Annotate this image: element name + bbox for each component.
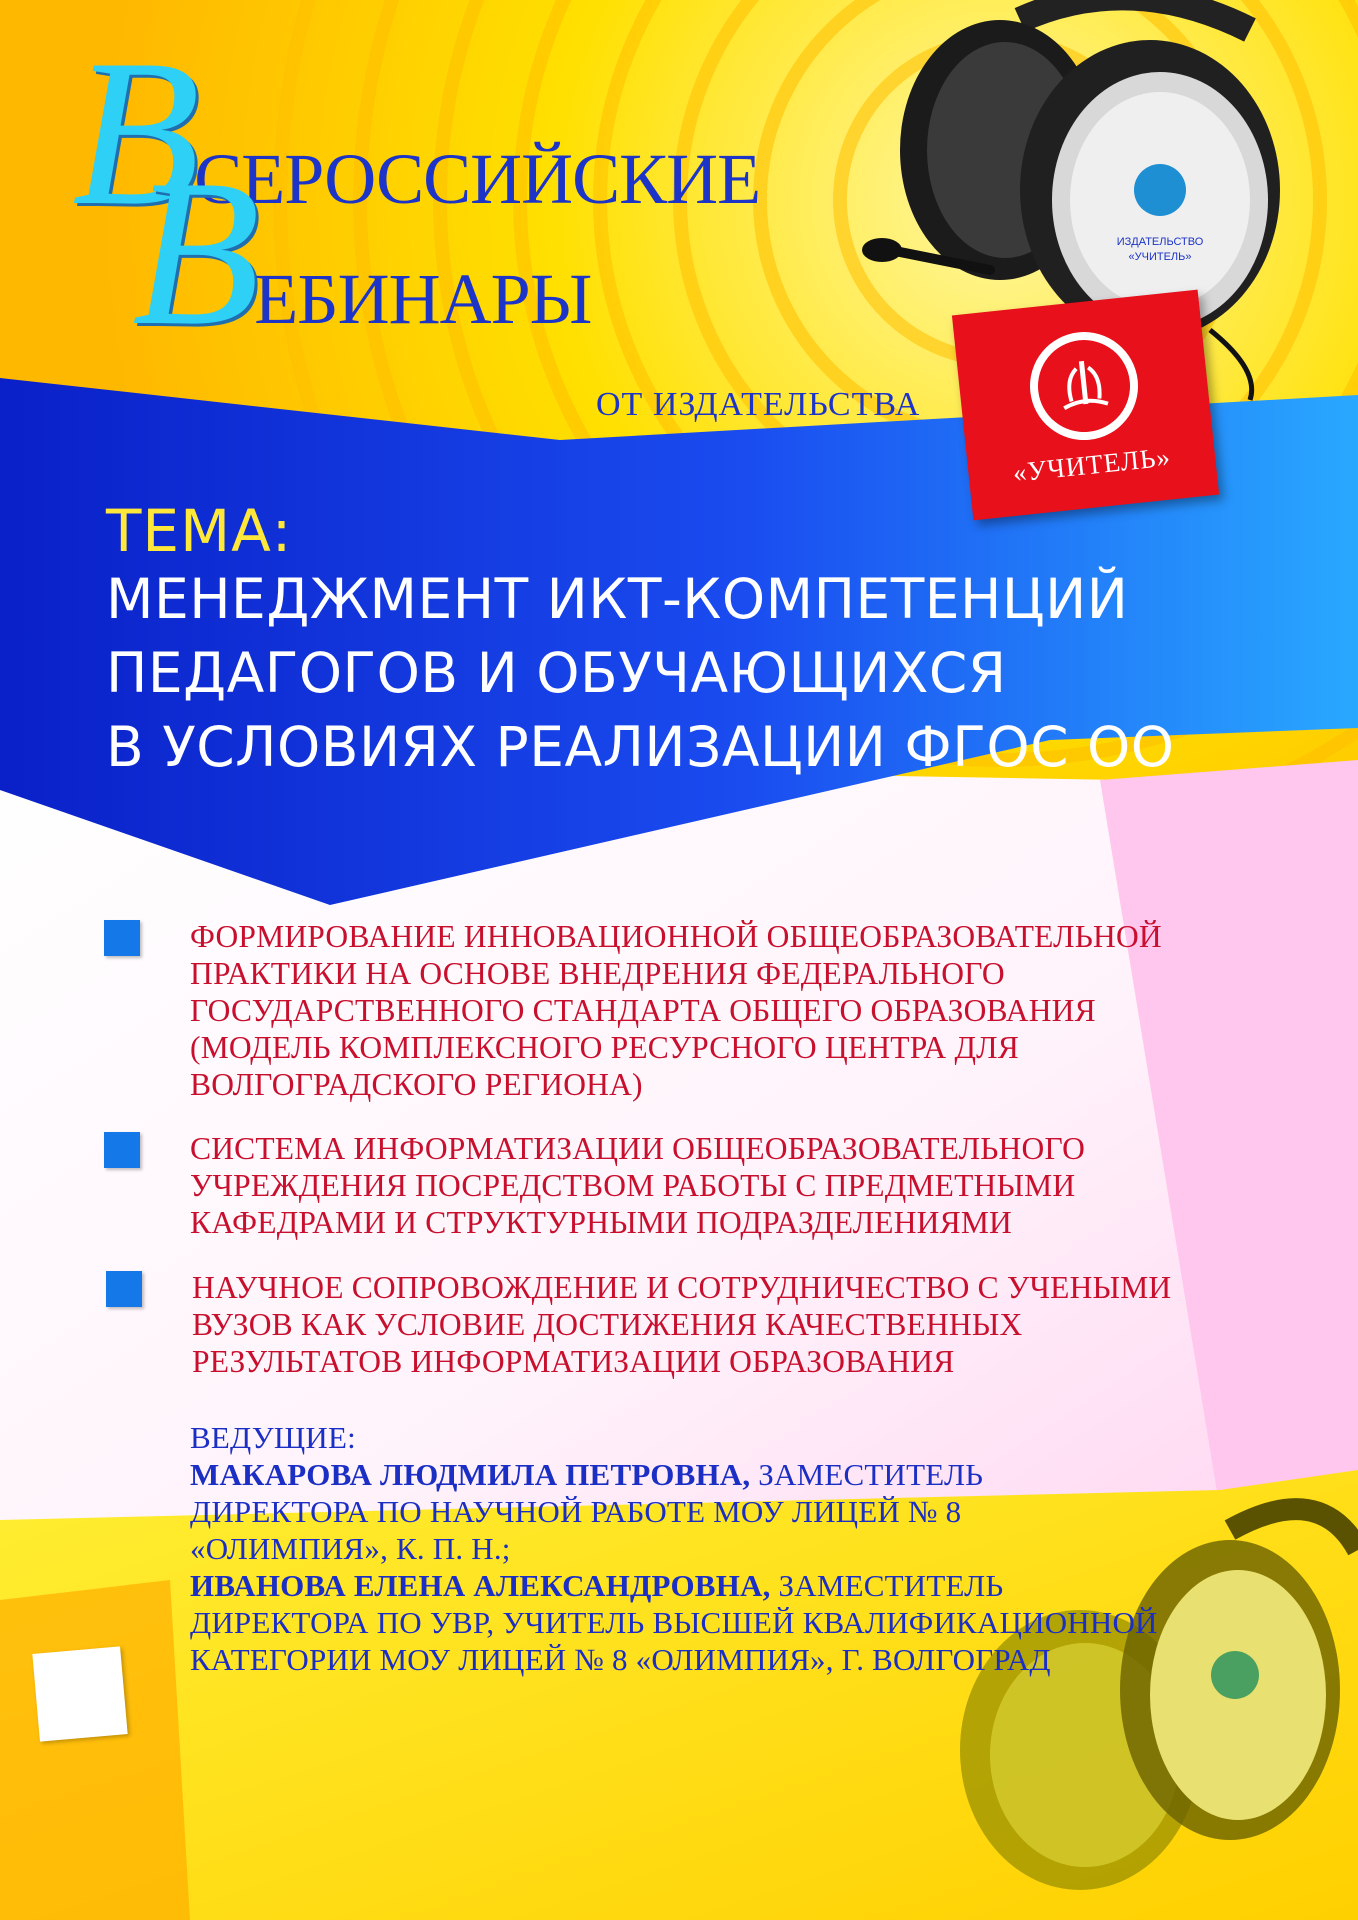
item-2-line: УЧРЕЖДЕНИЯ ПОСРЕДСТВОМ РАБОТЫ С ПРЕДМЕТНЫМИ — [190, 1168, 1076, 1203]
host-2-role-line: КАТЕГОРИИ МОУ ЛИЦЕЙ № 8 «ОЛИМПИЯ», Г. ВОЛГОГРАД — [190, 1642, 1051, 1677]
host-1-name: МАКАРОВА ЛЮДМИЛА ПЕТРОВНА, — [190, 1457, 751, 1492]
host-1-role: ЗАМЕСТИТЕЛЬ — [750, 1457, 984, 1492]
headset-label-1: ИЗДАТЕЛЬСТВО — [1116, 236, 1204, 248]
bullet-icon — [104, 1132, 140, 1168]
item-2-line: КАФЕДРАМИ И СТРУКТУРНЫМИ ПОДРАЗДЕЛЕНИЯМИ — [190, 1205, 1013, 1240]
title-rest-1: СЕРОССИЙСКИЕ — [194, 139, 761, 219]
host-1-role-line: ДИРЕКТОРА ПО НАУЧНОЙ РАБОТЕ МОУ ЛИЦЕЙ № 8 — [190, 1494, 962, 1529]
hosts-label: ВЕДУЩИЕ: — [190, 1420, 356, 1455]
item-3-line: ВУЗОВ КАК УСЛОВИЕ ДОСТИЖЕНИЯ КАЧЕСТВЕННЫХ — [192, 1307, 1023, 1342]
headset-label-2: «УЧИТЕЛЬ» — [1128, 251, 1192, 263]
host-1-line — [190, 1459, 983, 1490]
publisher-caption: ОТ ИЗДАТЕЛЬСТВА — [596, 386, 921, 423]
host-2-name: ИВАНОВА ЕЛЕНА АЛЕКСАНДРОВНА, — [190, 1568, 771, 1603]
title-rest-2: ЕБИНАРЫ — [254, 259, 592, 339]
item-1-line: ГОСУДАРСТВЕННОГО СТАНДАРТА ОБЩЕГО ОБРАЗОВАНИЯ — [190, 993, 1096, 1028]
topic-line-2: ПЕДАГОГОВ И ОБУЧАЮЩИХСЯ — [106, 641, 1007, 705]
item-1-line: (МОДЕЛЬ КОМПЛЕКСНОГО РЕСУРСНОГО ЦЕНТРА ДЛЯ — [190, 1030, 1019, 1065]
item-1-line: ПРАКТИКИ НА ОСНОВЕ ВНЕДРЕНИЯ ФЕДЕРАЛЬНОГО — [190, 956, 1005, 991]
bullet-icon — [104, 920, 140, 956]
item-3-line: РЕЗУЛЬТАТОВ ИНФОРМАТИЗАЦИИ ОБРАЗОВАНИЯ — [192, 1344, 955, 1379]
topic-label: ТЕМА: — [106, 497, 293, 565]
bullet-icon — [106, 1271, 142, 1307]
headset-image-bottom — [900, 1490, 1358, 1920]
host-1-role-line: «ОЛИМПИЯ», К. П. Н.; — [190, 1531, 511, 1566]
title-initial-1: В — [72, 17, 195, 249]
title-line-2 — [132, 137, 592, 369]
item-1-line: ВОЛГОГРАДСКОГО РЕГИОНА) — [190, 1067, 643, 1102]
host-2-role: ЗАМЕСТИТЕЛЬ — [770, 1568, 1004, 1603]
title-initial-2: В — [132, 137, 255, 369]
host-2-line — [190, 1570, 1003, 1601]
logo-text: «УЧИТЕЛЬ» — [1011, 441, 1173, 488]
publisher-logo — [952, 290, 1219, 521]
logo-emblem-icon — [1025, 327, 1144, 446]
item-1-line: ФОРМИРОВАНИЕ ИННОВАЦИОННОЙ ОБЩЕОБРАЗОВАТЕЛЬНОЙ — [190, 919, 1162, 954]
decorative-square — [32, 1646, 127, 1741]
topic-line-1: МЕНЕДЖМЕНТ ИКТ-КОМПЕТЕНЦИЙ — [106, 567, 1129, 631]
item-2-line: СИСТЕМА ИНФОРМАТИЗАЦИИ ОБЩЕОБРАЗОВАТЕЛЬНОГО — [190, 1131, 1086, 1166]
host-2-role-line: ДИРЕКТОРА ПО УВР, УЧИТЕЛЬ ВЫСШЕЙ КВАЛИФИКАЦИОННОЙ — [190, 1605, 1158, 1640]
item-3-line: НАУЧНОЕ СОПРОВОЖДЕНИЕ И СОТРУДНИЧЕСТВО С УЧЕНЫМИ — [192, 1270, 1172, 1305]
topic-line-3: В УСЛОВИЯХ РЕАЛИЗАЦИИ ФГОС ОО — [106, 715, 1175, 779]
